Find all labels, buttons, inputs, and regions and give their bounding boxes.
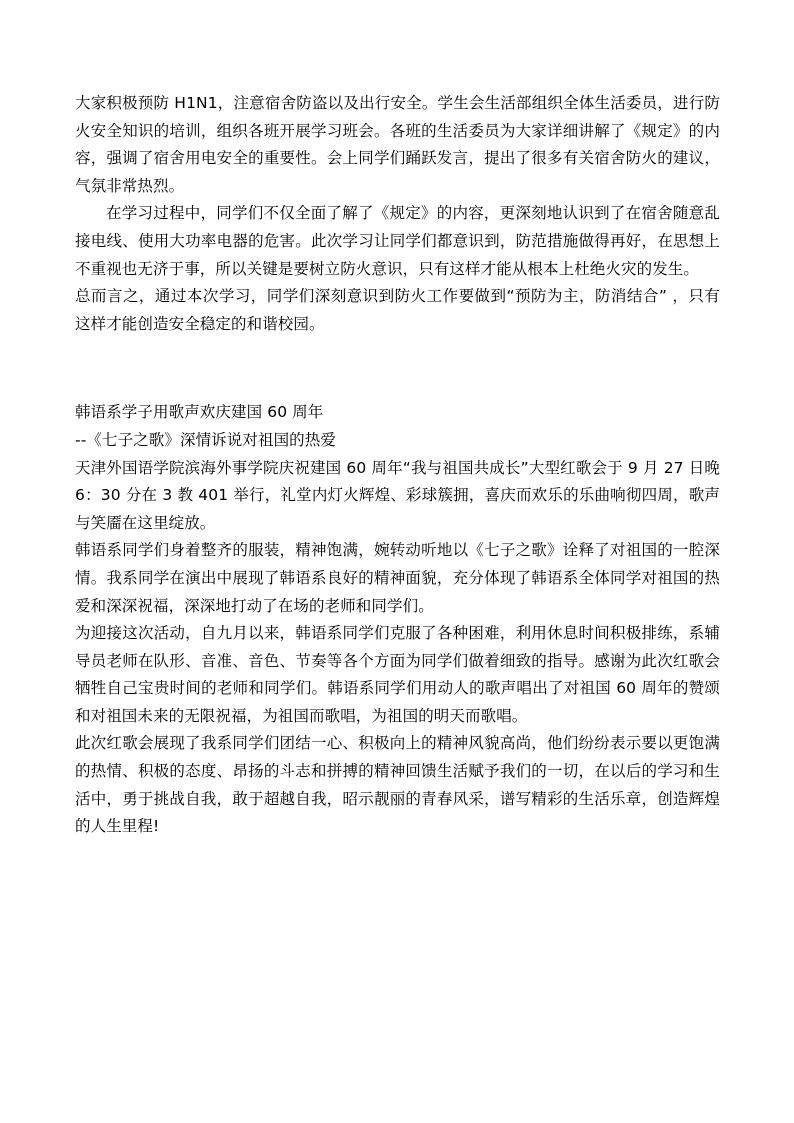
- article-subtitle: --《七子之歌》深情诉说对祖国的热爱: [75, 430, 336, 449]
- fire-safety-section: [75, 90, 720, 338]
- article-paragraph: 此次红歌会展现了我系同学们团结一心、积极向上的精神风貌高尚，他们纷纷表示要以更饱满的热情、积极的态度、昂扬的斗志和拼搏的精神回馈生活赋予我们的一切，在以后的学习和生活中，勇于挑战自我，敢于超越自我，昭示靓丽的青春风采，谱写精彩的生活乐章，创造辉煌的人生里程!: [75, 734, 720, 836]
- paragraph-fire-training: 大家积极预防 H1N1，注意宿舍防盗以及出行安全。学生会生活部组织全体生活委员，进行防火安全知识的培训，组织各班开展学习班会。各班的生活委员为大家详细讲解了《规定》的内容，强调了宿舍用电安全的重要性。会上同学们踊跃发言，提出了很多有关宿舍防火的建议，气氛非常热烈。: [75, 94, 720, 195]
- paragraph-learning-process: 在学习过程中，同学们不仅全面了解了《规定》的内容，更深刻地认识到了在宿舍随意乱接电线、使用大功率电器的危害。此次学习让同学们都意识到，防范措施做得再好，在思想上不重视也无济于事，所以关键是要树立防火意识，只有这样才能从根本上杜绝火灾的发生。: [75, 204, 720, 278]
- section-spacer: [75, 338, 720, 399]
- article-paragraph: 为迎接这次活动，自九月以来，韩语系同学们克服了各种困难，利用休息时间积极排练，系辅导员老师在队形、音准、音色、节奏等各个方面为同学们做着细致的指导。感谢为此次红歌会牺牲自己宝贵时间的老师和同学们。韩语系同学们用动人的歌声唱出了对祖国 60 周年的赞颂和对祖国未来的无限祝福，为祖国而歌唱，为祖国的明天而歌唱。: [75, 624, 720, 725]
- korean-dept-article: [75, 399, 720, 841]
- paragraph-conclusion: 总而言之，通过本次学习，同学们深刻意识到防火工作要做到“预防为主，防消结合” ，只有这样才能创造安全稳定的和谐校园。: [75, 287, 720, 333]
- article-paragraph: 韩语系同学们身着整齐的服装，精神饱满，婉转动听地以《七子之歌》诠释了对祖国的一腔深情。我系同学在演出中展现了韩语系良好的精神面貌，充分体现了韩语系全体同学对祖国的热爱和深深祝福，深深地打动了在场的老师和同学们。: [75, 541, 720, 615]
- article-title: 韩语系学子用歌声欢庆建国 60 周年: [75, 403, 324, 422]
- document-page: [75, 90, 720, 841]
- article-paragraph: 天津外国语学院滨海外事学院庆祝建国 60 周年“我与祖国共成长”大型红歌会于 9 月 27 日晚 6：30 分在 3 教 401 举行，礼堂内灯火辉煌、彩球簇拥，喜庆而欢乐的乐曲响彻四周，歌声与笑靥在这里绽放。: [75, 458, 720, 532]
